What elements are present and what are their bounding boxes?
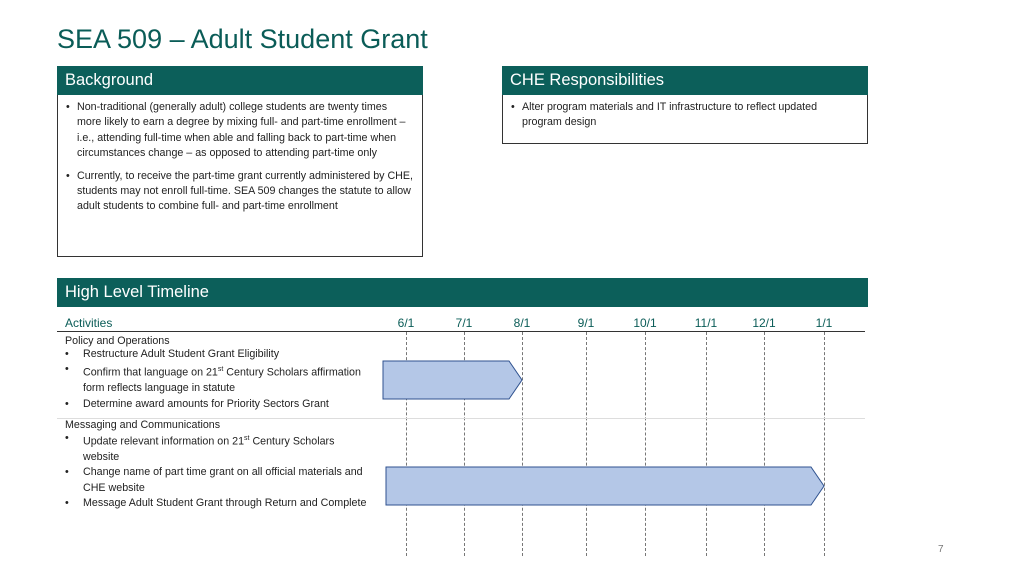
timeline-header: High Level Timeline [57,278,868,307]
month-label: 10/1 [633,316,657,330]
section-title: Policy and Operations [65,335,170,347]
background-header: Background [57,66,423,95]
month-label: 1/1 [815,316,833,330]
month-label: 11/1 [694,316,718,330]
month-label: 12/1 [752,316,776,330]
policy-operations-bar [383,361,522,399]
activity-item: • Determine award amounts for Priority Sectors Grant [65,397,370,412]
page-number: 7 [938,544,944,555]
month-label: 7/1 [455,316,473,330]
activities-label: Activities [65,316,113,330]
activity-item: • Change name of part time grant on all official materials and CHE website [65,465,370,496]
activity-item: • Update relevant information on 21st Century Scholars website [65,431,370,465]
month-label: 8/1 [513,316,531,330]
page-title: SEA 509 – Adult Student Grant [57,24,428,54]
background-bullet: • Currently, to receive the part-time grant currently administered by CHE, students may not enroll full-time. SEA 509 changes the statute to allow adult students to combine full- and part-time enrollment [66,169,414,215]
section-title: Messaging and Communications [65,419,221,431]
month-label: 6/1 [397,316,415,330]
che-bullet: • Alter program materials and IT infrastructure to reflect updated program design [511,100,859,131]
month-label: 9/1 [577,316,595,330]
che-header: CHE Responsibilities [502,66,868,95]
activity-item: • Message Adult Student Grant through Return and Complete [65,496,370,511]
messaging-communications-bar [386,467,824,505]
background-bullet: • Non-traditional (generally adult) college students are twenty times more likely to earn a degree by mixing full- and part-time enrollment – i.e., attending full-time when able and falling back to part-time when circumstances change – as opposed to attending part-time only [66,100,414,162]
activity-item: • Confirm that language on 21st Century Scholars affirmation form reflects language in statute [65,362,370,396]
activity-item: • Restructure Adult Student Grant Eligibility [65,347,370,362]
